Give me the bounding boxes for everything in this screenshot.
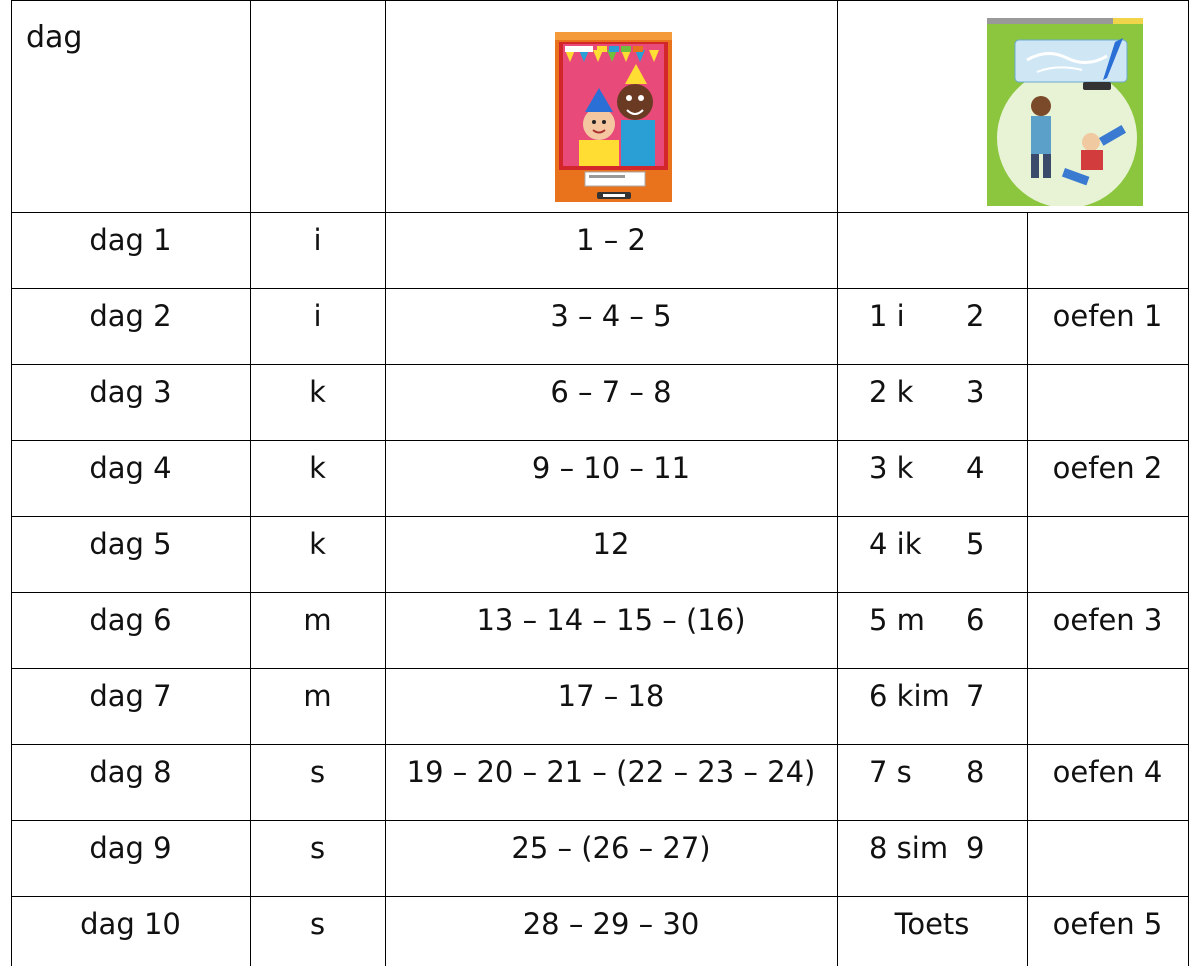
write-code-cell: 8 sim xyxy=(869,831,949,865)
write-code-cell: 7 s xyxy=(869,755,912,789)
write-num-cell: 8 xyxy=(966,755,985,789)
day-cell: dag 4 xyxy=(89,451,172,485)
row-border-9 xyxy=(11,896,1189,897)
oefen-cell: oefen 2 xyxy=(1052,451,1163,485)
header-bottom-border xyxy=(11,212,1189,213)
row-border-5 xyxy=(11,592,1189,593)
day-cell: dag 8 xyxy=(89,755,172,789)
oefen-cell: oefen 1 xyxy=(1052,299,1163,333)
write-num-cell: 9 xyxy=(966,831,985,865)
letter-cell: s xyxy=(309,907,326,941)
letter-cell: k xyxy=(309,375,326,409)
row-border-3 xyxy=(11,440,1189,441)
pages-cell: 17 – 18 xyxy=(557,679,665,713)
pages-cell: 13 – 14 – 15 – (16) xyxy=(476,603,746,637)
oefen-cell: oefen 4 xyxy=(1052,755,1163,789)
pages-cell: 28 – 29 – 30 xyxy=(522,907,700,941)
pages-cell: 25 – (26 – 27) xyxy=(511,831,711,865)
day-cell: dag 5 xyxy=(89,527,172,561)
table-top-border xyxy=(11,0,1189,1)
row-border-7 xyxy=(11,744,1189,745)
letter-cell: k xyxy=(309,527,326,561)
day-cell: dag 3 xyxy=(89,375,172,409)
pages-cell: 19 – 20 – 21 – (22 – 23 – 24) xyxy=(406,755,816,789)
book-cover-veilig-leren-lezen xyxy=(555,32,672,202)
letter-cell: i xyxy=(313,299,322,333)
write-code-cell: 4 ik xyxy=(869,527,922,561)
write-code-cell: 6 kim xyxy=(869,679,950,713)
write-num-cell: 6 xyxy=(966,603,985,637)
write-code-cell: 5 m xyxy=(869,603,925,637)
letter-cell: s xyxy=(309,831,326,865)
pages-cell: 12 xyxy=(592,527,630,561)
pages-cell: 1 – 2 xyxy=(576,223,646,257)
row-border-2 xyxy=(11,364,1189,365)
letter-cell: m xyxy=(303,603,332,637)
oefen-cell: oefen 5 xyxy=(1052,907,1163,941)
pages-cell: 3 – 4 – 5 xyxy=(550,299,672,333)
row-border-4 xyxy=(11,516,1189,517)
write-code-cell: 2 k xyxy=(869,375,914,409)
row-border-1 xyxy=(11,288,1189,289)
letter-cell: i xyxy=(313,223,322,257)
letter-cell: k xyxy=(309,451,326,485)
day-cell: dag 10 xyxy=(80,907,181,941)
day-cell: dag 9 xyxy=(89,831,172,865)
write-num-cell: 7 xyxy=(966,679,985,713)
write-code-cell: 3 k xyxy=(869,451,914,485)
day-cell: dag 6 xyxy=(89,603,172,637)
pages-cell: 9 – 10 – 11 xyxy=(531,451,691,485)
cover-illustration-veilig-leren-lezen-icon xyxy=(555,32,672,202)
row-border-8 xyxy=(11,820,1189,821)
letter-cell: m xyxy=(303,679,332,713)
write-num-cell: 5 xyxy=(966,527,985,561)
oefen-cell: oefen 3 xyxy=(1052,603,1163,637)
day-cell: dag 2 xyxy=(89,299,172,333)
header-title: dag xyxy=(26,20,83,55)
letter-cell: s xyxy=(309,755,326,789)
write-code-cell: 1 i xyxy=(869,299,905,333)
pages-cell: 6 – 7 – 8 xyxy=(550,375,672,409)
col-border-3 xyxy=(837,0,838,966)
row-border-6 xyxy=(11,668,1189,669)
day-cell: dag 7 xyxy=(89,679,172,713)
write-code-cell: Toets xyxy=(894,907,970,941)
cover-illustration-pennenstreken-icon xyxy=(987,18,1143,206)
book-cover-pennenstreken xyxy=(987,18,1143,206)
write-num-cell: 4 xyxy=(966,451,985,485)
write-num-cell: 2 xyxy=(966,299,985,333)
day-cell: dag 1 xyxy=(89,223,172,257)
write-num-cell: 3 xyxy=(966,375,985,409)
